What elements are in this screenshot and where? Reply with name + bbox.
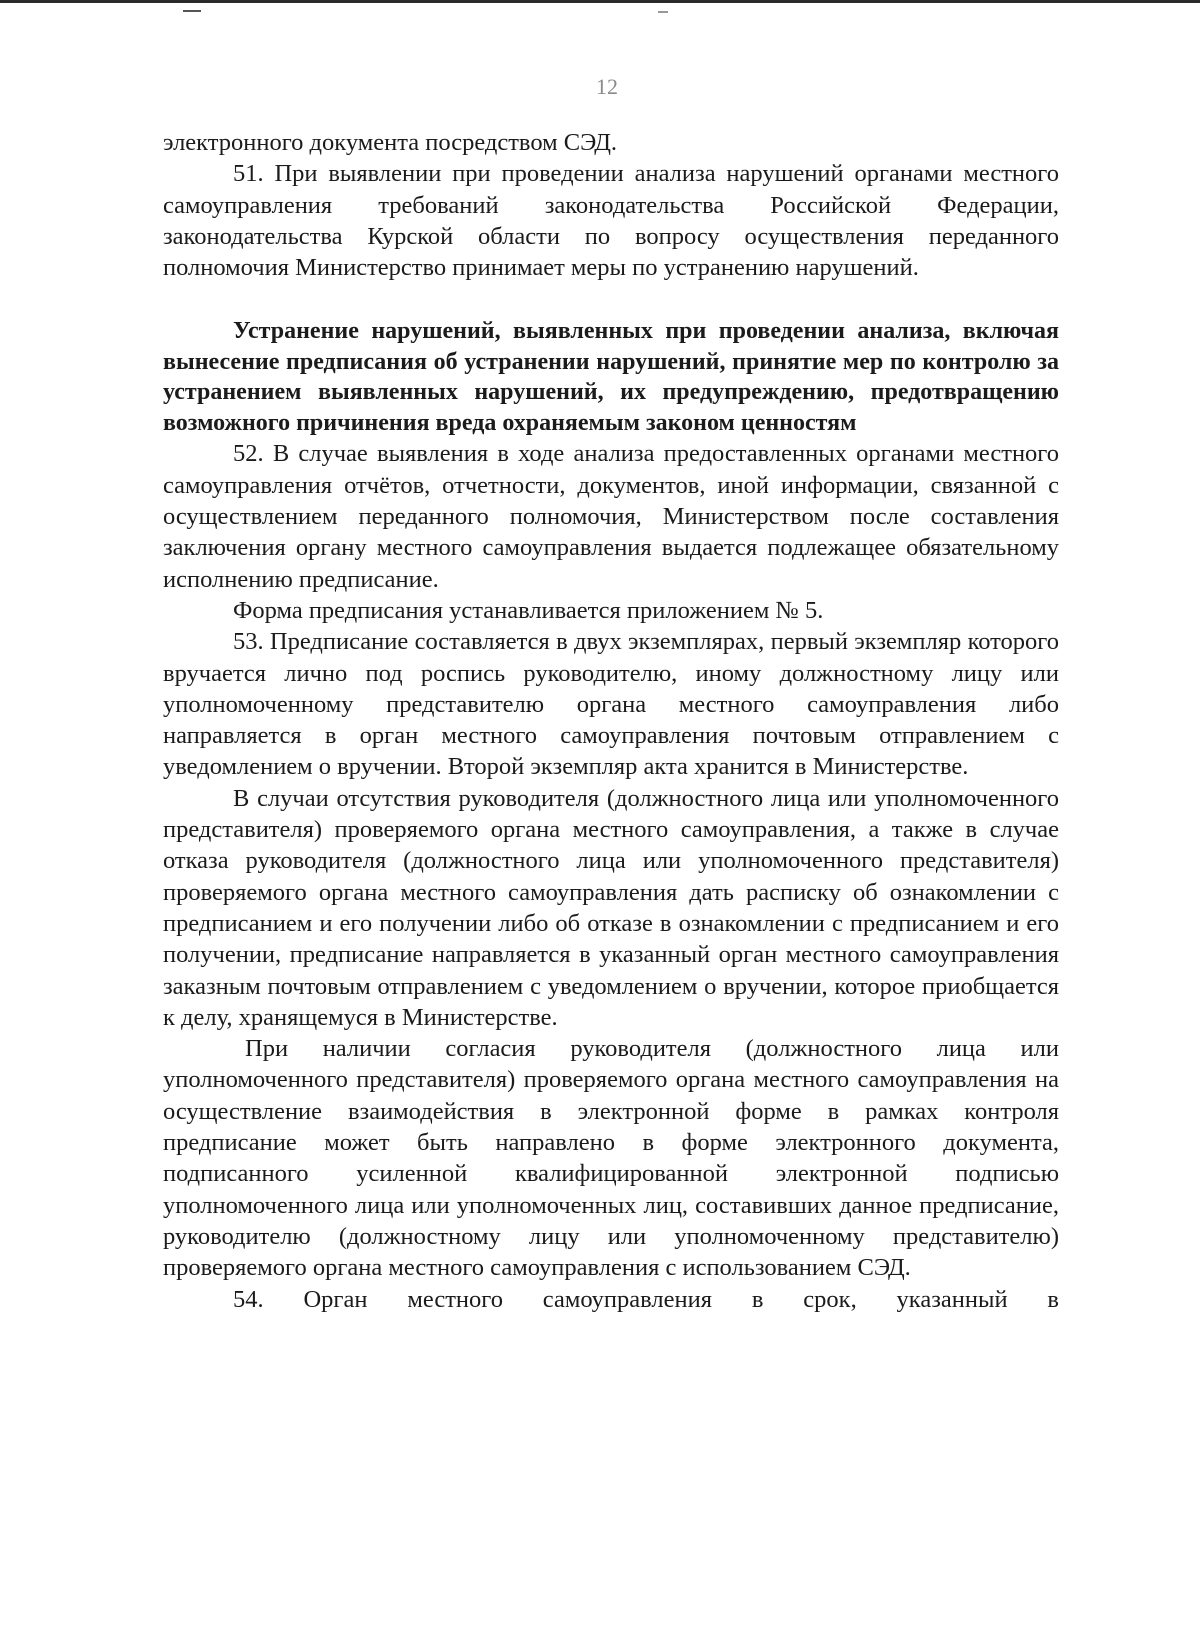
paragraph-continuation: электронного документа посредством СЭД. xyxy=(163,129,618,156)
paragraph-electronic-form: При наличии согласия руководителя (должностного лица или уполномоченного представителя) проверяемого органа местного самоуправления на осуществление взаимодействия в электронной форме в рамках контроля предписание может быть направлено в форме электронного документа, подписанного усиленной квалифицированной электронной подписью уполномоченного лица или уполномоченных лиц, составивших данное предписание, руководителю (должностному лицу или уполномоченному представителю) проверяемого органа местного самоуправления с использованием СЭД. xyxy=(163,1035,1059,1282)
document-body xyxy=(163,127,1059,1315)
paragraph-form-reference: Форма предписания устанавливается приложением № 5. xyxy=(233,596,824,624)
paragraph-52: 52. В случае выявления в ходе анализа предоставленных органами местного самоуправления отчётов, отчетности, документов, иной информации, связанной с осуществлением переданного полномочия, Министерством после составления заключения органу местного самоуправления выдается подлежащее обязательному исполнению предписание. xyxy=(163,440,1059,593)
paragraph-absence-case: В случаи отсутствия руководителя (должностного лица или уполномоченного представителя) проверяемого органа местного самоуправления, а также в случае отказа руководителя (должностного лица или уполномоченного представителя) проверяемого органа местного самоуправления дать расписку об ознакомлении с предписанием и его получении либо об отказе в ознакомлении с предписанием и его получении, предписание направляется в указанный орган местного самоуправления заказным почтовым отправлением с уведомлением о вручении, которое приобщается к делу, хранящемуся в Министерстве. xyxy=(163,784,1059,1031)
scan-top-edge xyxy=(0,0,1200,3)
paragraph-54: 54. Орган местного самоуправления в срок, указанный в xyxy=(233,1285,1059,1313)
paragraph-51: 51. При выявлении при проведении анализа нарушений органами местного самоуправления требований законодательства Российской Федерации, законодательства Курской области по вопросу осуществления переданного полномочия Министерство принимает меры по устранению нарушений. xyxy=(163,160,1059,282)
paragraph-53: 53. Предписание составляется в двух экземплярах, первый экземпляр которого вручается лично под роспись руководителю, иному должностному лицу или уполномоченному представителю органа местного самоуправления либо направляется в орган местного самоуправления почтовым отправлением с уведомлением о вручении. Второй экземпляр акта хранится в Министерстве. xyxy=(163,628,1059,781)
scan-mark xyxy=(183,10,201,12)
page-number: 12 xyxy=(596,74,618,99)
scan-mark xyxy=(658,11,668,13)
section-heading: Устранение нарушений, выявленных при проведении анализа, включая вынесение предписания об устранении нарушений, принятие мер по контролю за устранением выявленных нарушений, их предупреждению, предотвращению возможного причинения вреда охраняемым законом ценностям xyxy=(163,318,1059,436)
